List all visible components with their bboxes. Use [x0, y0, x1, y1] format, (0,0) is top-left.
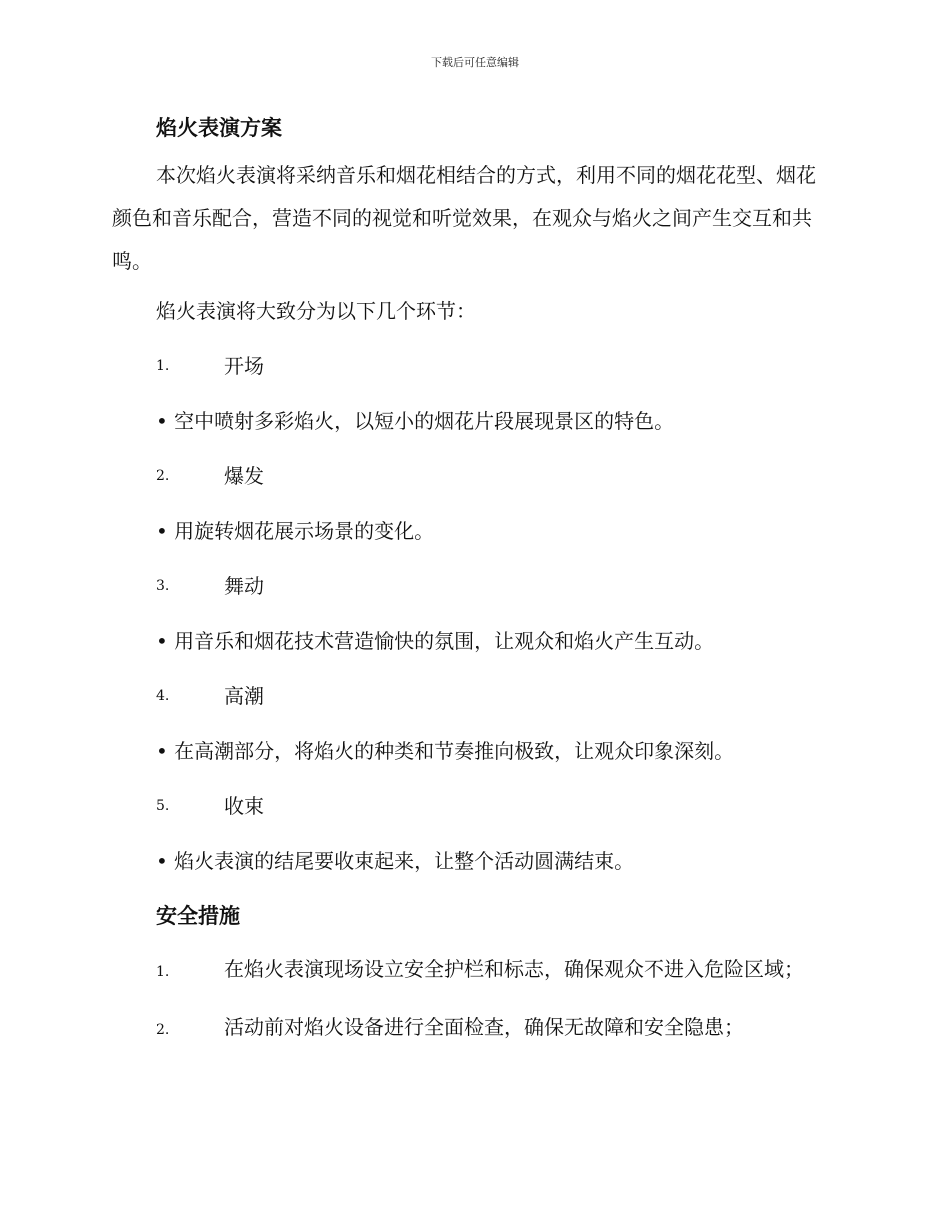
segment-description: • 在高潮部分，将焰火的种类和节奏推向极致，让观众印象深刻。 [156, 739, 735, 763]
safety-item [112, 948, 832, 994]
segment-title: 舞动 [224, 574, 264, 598]
segment-number: 1. [156, 358, 170, 374]
segment-item [156, 346, 832, 386]
segment-item [156, 676, 832, 716]
segment-item [156, 786, 832, 826]
safety-title: 安全措施 [156, 903, 240, 928]
segment-title: 爆发 [224, 464, 264, 488]
safety-item-text: 在焰火表演现场设立安全护栏和标志，确保观众不进入危险区域； [224, 957, 804, 981]
segment-item [156, 566, 832, 606]
segment-number: 4. [156, 688, 170, 704]
segment-description: • 用音乐和烟花技术营造愉快的氛围，让观众和焰火产生互动。 [156, 629, 715, 653]
safety-item [112, 1006, 832, 1052]
segment-number: 3. [156, 578, 170, 594]
segment-item [156, 456, 832, 496]
segment-description: • 用旋转烟花展示场景的变化。 [156, 519, 435, 543]
segment-title: 开场 [224, 354, 264, 378]
safety-item-number: 2. [156, 1022, 170, 1038]
safety-item-text: 活动前对焰火设备进行全面检查，确保无故障和安全隐患； [224, 1015, 744, 1039]
segment-description: • 空中喷射多彩焰火，以短小的烟花片段展现景区的特色。 [156, 409, 675, 433]
document-body [112, 108, 832, 1064]
sections-intro: 焰火表演将大致分为以下几个环节： [156, 299, 476, 323]
segment-number: 2. [156, 468, 170, 484]
doc-title: 焰火表演方案 [156, 115, 282, 140]
intro-paragraph: 本次焰火表演将采纳音乐和烟花相结合的方式，利用不同的烟花花型、烟花颜色和音乐配合，营造不同的视觉和听觉效果，在观众与焰火之间产生交互和共鸣。 [112, 163, 816, 273]
segment-number: 5. [156, 798, 170, 814]
segment-description: • 焰火表演的结尾要收束起来，让整个活动圆满结束。 [156, 849, 635, 873]
segment-title: 高潮 [224, 684, 264, 708]
safety-item-number: 1. [156, 964, 170, 980]
page-header: 下载后可任意编辑 [431, 56, 519, 69]
segment-title: 收束 [224, 794, 264, 818]
